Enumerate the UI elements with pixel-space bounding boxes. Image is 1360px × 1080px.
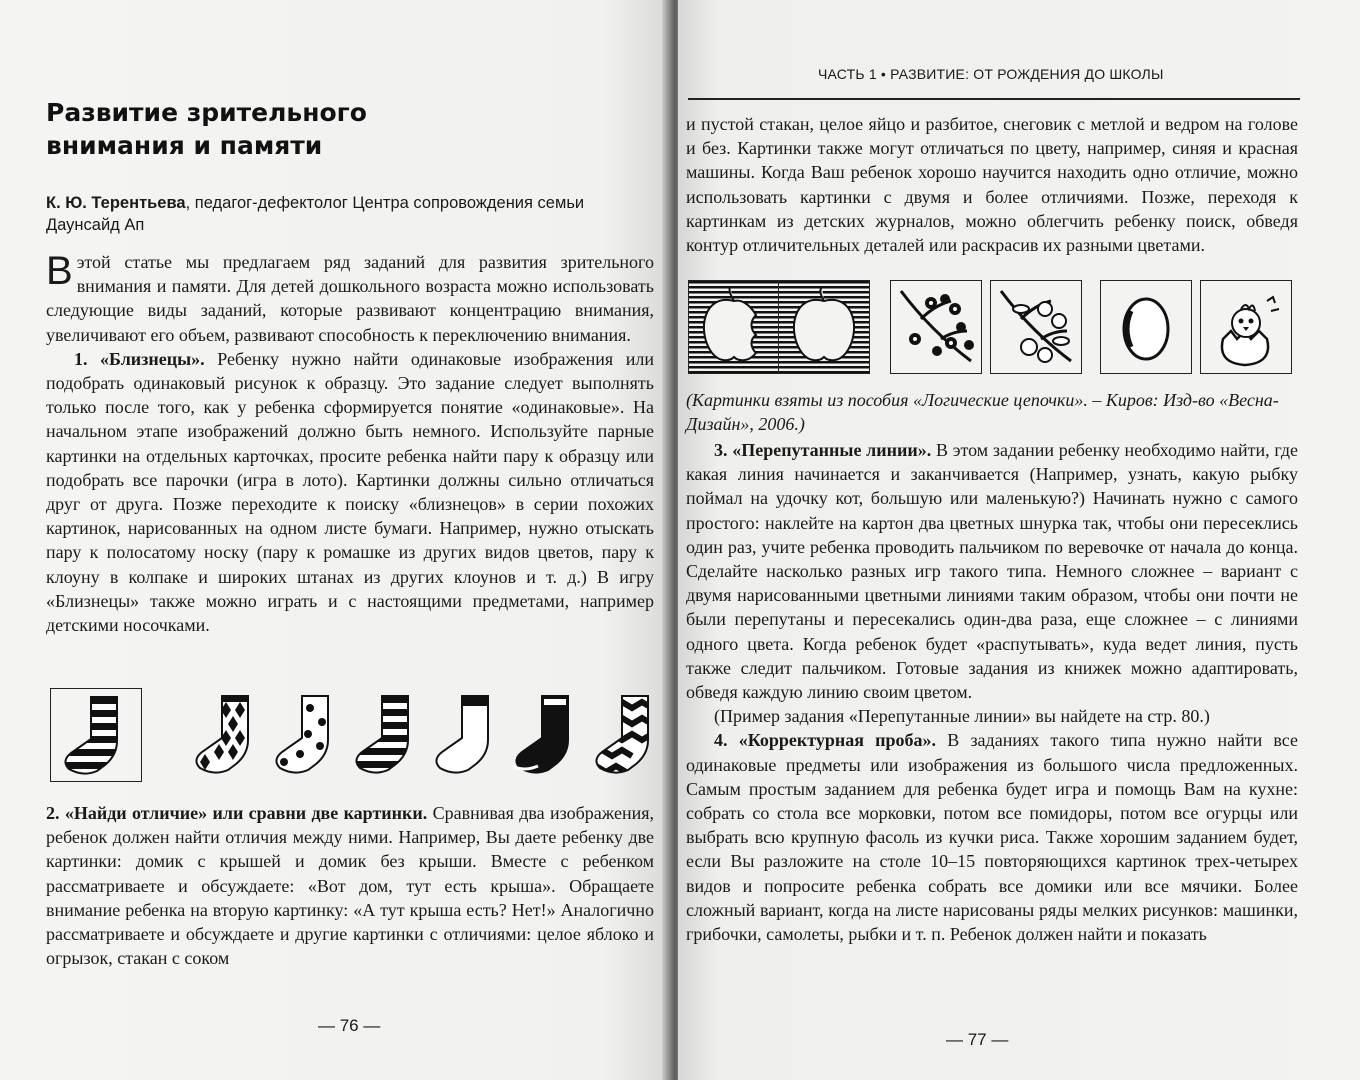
author-role: , педагог-дефектолог Центра сопровождения семьи Даунсайд Ап: [46, 194, 585, 234]
task4-text: В заданиях такого типа нужно найти все одинаковые предметы или изображения из большого числа предложенных. Самым простым заданием для ребенка будет игра и помощь Вам на кухне: собрать со стола все морковки, потом все помидоры, потом все огурцы или выбрать всю крупную фасоль из кучки риса. Также хорошим заданием будет, если Вы разложите на столе 10–15 повторяющихся картинок трех-четырех видов и попросите ребенка собрать все домики или все мячики. Более сложный вариант, когда на листе нарисованы ряды мелких рисунков: машинки, грибочки, самолеты, рыбки и т. п. Ребенок должен найти и показать: [686, 730, 1298, 945]
zigzag-sock-image: [582, 688, 670, 782]
task2-heading: 2. «Найди отличие» или сравни две картинки.: [46, 803, 428, 823]
intro-and-task1: [46, 250, 654, 637]
argyle-sock-image: [182, 688, 272, 782]
hatched-chick-image: [1200, 280, 1292, 374]
task2-continued: и пустой стакан, целое яйцо и разбитое, снеговик с метлой и ведром на голове и без. Картинки также могут отличаться по цвету, например, синяя и красная машины. Когда Ваш ребенок хорошо научится находить одно отличие, можно использовать картинки с двумя и более отличиями. Позже, переходя к картинкам из детских журналов, можно облегчить ребенку поиск, обведя контур отличительных деталей или раскрасив их разными цветами.: [686, 114, 1298, 256]
running-head: ЧАСТЬ 1 • РАЗВИТИЕ: ОТ РОЖДЕНИЯ ДО ШКОЛЫ: [818, 66, 1164, 82]
socks-illustration: [50, 688, 660, 788]
left-page: [0, 0, 670, 1080]
task2-paragraph: [46, 801, 654, 970]
page-number-right: — 77 —: [946, 1030, 1009, 1049]
difference-pictures: [688, 280, 1300, 376]
author-name: К. Ю. Терентьева: [46, 194, 186, 212]
title-line-2: внимания и памяти: [46, 131, 323, 160]
polka-dot-sock-image: [262, 688, 352, 782]
tasks-3-4: [686, 438, 1298, 946]
flowering-branch-image: [890, 280, 982, 374]
striped-sock-image: [342, 688, 432, 782]
task4-heading: 4. «Корректурная проба».: [714, 730, 937, 751]
running-head-rule: [688, 98, 1300, 100]
egg-image: [1100, 280, 1192, 374]
sample-striped-sock-image: [50, 688, 142, 782]
task1-heading: 1. «Близнецы».: [74, 348, 205, 369]
task4-paragraph: [686, 728, 1298, 946]
task3-heading: 3. «Перепутанные линии».: [714, 440, 932, 460]
right-page: [678, 0, 1360, 1080]
title-line-1: Развитие зрительного: [46, 98, 367, 127]
drop-cap: В: [46, 249, 73, 293]
task3-text: В этом задании ребенку необходимо найти, где какая линия начинается и заканчивается (Например, узнать, какую рыбку поймал на удочку кот, большую или маленькую?) Начинать нужно с самого простого: наклейте на картон два цветных шнурка так, чтобы они пересеклись один раз, учите ребенка проводить пальчиком по веревочке от начала до конца. Сделайте насколько разных игр такого типа. Немного сложнее – вариант с двумя нарисованными цветными линиями таким образом, чтобы они почти не были перепутаны и пересекались один-два раза, еще сложнее – с линиями одного цвета. Когда ребенок будет «распутывать», куда ведет линия, пусть также следит пальчиком. Готовые задания из книжек можно адаптировать, обведя каждую линию своим цветом.: [686, 440, 1298, 703]
whole-apple-image: [778, 280, 870, 374]
pictures-caption: (Картинки взяты из пособия «Логические цепочки». – Киров: Изд-во «Весна-Дизайн», 2006.): [686, 390, 1279, 435]
apple-core-image: [688, 280, 780, 374]
task1-paragraph: [46, 347, 654, 637]
author-line: [46, 192, 646, 236]
fruit-branch-image: [990, 280, 1082, 374]
plain-sock-image: [422, 688, 512, 782]
task3-note: (Пример задания «Перепутанные линии» вы найдете на стр. 80.): [714, 706, 1210, 727]
article-title: [46, 96, 646, 162]
task2-text: Сравнивая два изображения, ребенок должен найти отличия между ними. Например, Вы даете ребенку две картинки: домик с крышей и домик без крыши. Вместе с ребенком рассматриваете и обсуждаете: «Вот дом, тут есть крыша». Обращаете внимание ребенка на вторую картинку: «А тут крыша есть? Нет!» Аналогично рассматриваете и обсуждаете и другие картинки с отличиями: целое яблоко и огрызок, стакан с соком: [46, 803, 655, 969]
page-number-left: — 76 —: [318, 1016, 381, 1035]
intro-paragraph: этой статье мы предлагаем ряд заданий для развития зрительного внимания и памяти. Для детей дошкольного возраста можно использовать следующие виды заданий, которые развивают концентрацию внимания, увеличивают его объем, развивают способность к переключению внимания.: [46, 252, 654, 345]
task3-paragraph: [686, 438, 1298, 704]
task1-text: Ребенку нужно найти одинаковые изображения или подобрать одинаковый рисунок к образцу. Это задание следует выполнять только после того, как у ребенка сформируется понятие «одинаковые». На начальном этапе изображений должно быть немного. Используйте парные картинки на отдельных карточках, просите ребенка найти пару к образцу или подобрать все парочки (игра в лото). Картинки должны сильно отличаться друг от друга. Позже переходите к поиску «близнецов» в серии похожих картинок, нарисованных на одном листе бумаги. Например, нужно отыскать пару к полосатому носку (пару к ромашке из других видов цветов, пару к клоуну в колпаке и широких штанах из других клоунов и т. д.) В игру «Близнецы» также можно играть и с настоящими предметами, например детскими носочками.: [46, 348, 654, 636]
black-sock-image: [502, 688, 592, 782]
